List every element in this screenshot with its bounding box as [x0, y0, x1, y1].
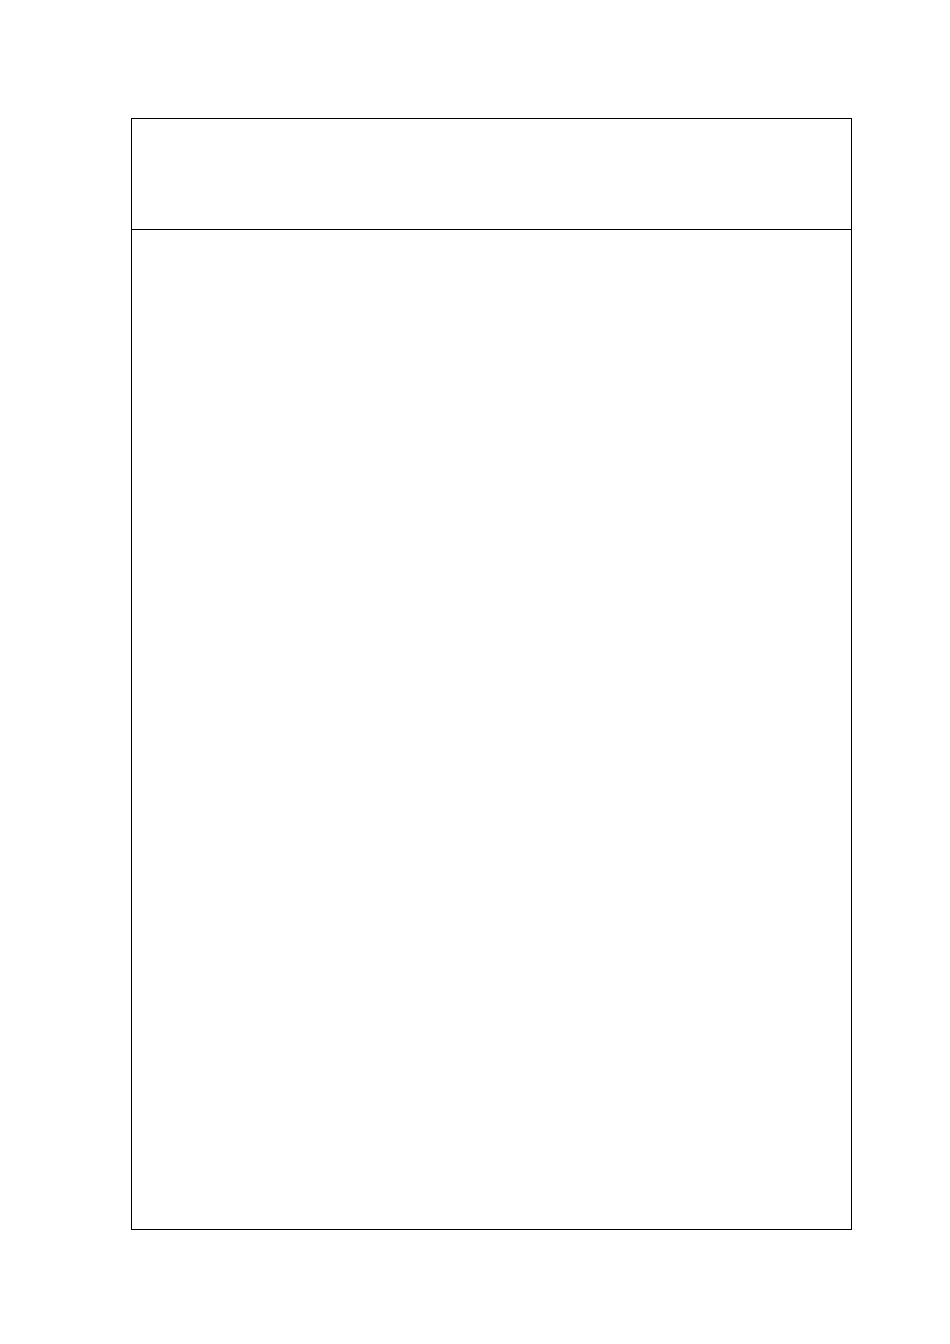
- content-table: [131, 118, 852, 1230]
- continuation-cell: [132, 119, 851, 230]
- literature-review-cell: [132, 230, 851, 1230]
- section-heading: [142, 232, 839, 257]
